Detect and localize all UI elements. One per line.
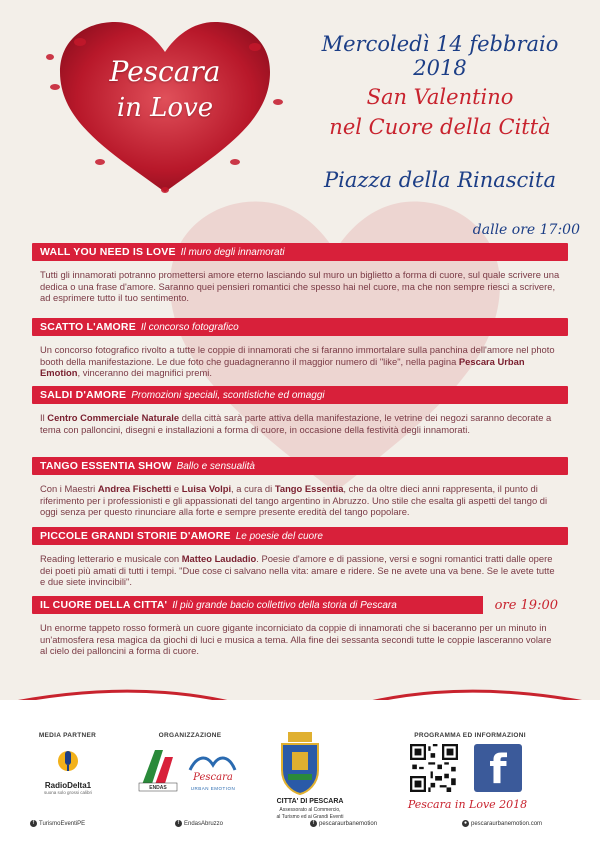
radio-mic-icon xyxy=(55,746,81,776)
section-title: PICCOLE GRANDI STORIE D'AMORE xyxy=(40,530,231,542)
event-date: Mercoledì 14 febbraio 2018 xyxy=(321,32,559,80)
city-description xyxy=(250,807,370,820)
section-subtitle: Ballo e sensualità xyxy=(176,460,255,472)
media-partner-label: MEDIA PARTNER xyxy=(38,732,97,739)
body-text: Un concorso fotografico rivolto a tutte le coppie di innamorati che si faranno immortalare sulla panchina dell'amore nel photo booth della manifestazione. Le due foto che guadagneranno il maggior numero di "like", nella pagina xyxy=(40,344,555,367)
body-text: della città sarà parte attiva della manifestazione, le vetrine dei negozi saranno decorate a tema con palloncini, disegni e installazioni a forma di cuore, in occasione della festività degli innamorati. xyxy=(40,412,552,435)
social-pescara-ue[interactable] xyxy=(310,820,377,827)
facebook-small-icon: f xyxy=(175,820,182,827)
program-section-bacio xyxy=(32,596,568,657)
qr-code[interactable] xyxy=(410,744,458,792)
section-header xyxy=(32,457,568,475)
pescara-ue-title: Pescara xyxy=(193,772,233,783)
pescara-in-love-2018: Pescara in Love 2018 xyxy=(407,798,528,811)
event-title-line-1: San Valentino xyxy=(366,85,514,109)
city-name: CITTA' DI PESCARA xyxy=(276,798,344,805)
body-highlight: Matteo Laudadio xyxy=(181,553,257,564)
section-title: SALDI D'AMORE xyxy=(40,389,127,401)
organizzazione-label: ORGANIZZAZIONE xyxy=(158,732,222,739)
programma-label: PROGRAMMA ED INFORMAZIONI xyxy=(414,732,526,739)
body-text: Reading letterario e musicale con xyxy=(40,553,182,564)
pescara-ue-subtitle: URBAN EMOTION xyxy=(190,786,236,791)
section-title: SCATTO L'AMORE xyxy=(40,321,136,333)
social-handle: TurismoEventiPE xyxy=(39,820,86,827)
city-crest-icon xyxy=(278,730,322,796)
event-location: Piazza della Rinascita xyxy=(324,168,556,192)
section-body: Tutti gli innamorati potranno promettersi amore eterno lasciando sul muro un biglietto a forma di cuore, sul quale scrivere una dedica o una frase d'amore. Saranno quei pensieri romantici che spesso hai nel cuore, ma che non sempre riesci a scrivere, ad esprimere tutto il tuo sentimento. xyxy=(40,269,560,304)
facebook-small-icon: f xyxy=(310,820,317,827)
section-header xyxy=(32,596,568,614)
section-body xyxy=(32,483,568,518)
body-text: Il xyxy=(40,412,48,423)
facebook-small-icon: f xyxy=(30,820,37,827)
section-title: WALL YOU NEED IS LOVE xyxy=(40,246,176,258)
social-handle: pescaraurbanemotion xyxy=(319,820,378,827)
section-header xyxy=(32,318,568,336)
body-highlight: Pescara Urban Emotion xyxy=(40,355,525,379)
program-section-poesie xyxy=(32,527,568,588)
section-title: IL CUORE DELLA CITTA' xyxy=(40,599,168,611)
body-highlight: Luisa Volpi xyxy=(181,483,232,494)
program-section-wall xyxy=(32,243,568,304)
logo-text xyxy=(85,55,245,125)
radio-tagline: suona solo grossi calibri xyxy=(43,790,93,795)
section-subtitle: Il concorso fotografico xyxy=(140,321,239,333)
section-body xyxy=(32,344,568,379)
logo-line-2: in Love xyxy=(116,93,214,123)
body-text: Con i Maestri xyxy=(40,483,98,494)
radio-name: RadioDelta1 xyxy=(44,781,92,790)
event-title xyxy=(300,82,580,142)
social-handle: EndasAbruzzo xyxy=(184,820,224,827)
logo-line-1: Pescara xyxy=(109,55,221,88)
section-body xyxy=(32,412,568,435)
body-text: , a cura di xyxy=(231,483,275,494)
city-desc-line-1: Assessorato al Commercio, xyxy=(279,807,341,813)
facebook-icon[interactable]: f xyxy=(474,744,522,792)
body-text: e xyxy=(171,483,182,494)
section-body xyxy=(32,553,568,588)
body-text: . Poesie d'amore e di passione, versi e sogni romantici tratti dalle opere dei poeti più amati di tutti i tempi. "Due cose ci salvano nella vita: amare e ridere. Se ne avete una va bene. Se le avete tutte e due siete invincibili". xyxy=(40,553,555,588)
body-highlight: Tango Essentia xyxy=(274,483,344,494)
section-header xyxy=(32,527,568,545)
section-title: TANGO ESSENTIA SHOW xyxy=(40,460,172,472)
section-time: ore 19:00 xyxy=(483,596,568,614)
social-endas[interactable] xyxy=(175,820,223,827)
section-subtitle: Il muro degli innamorati xyxy=(180,246,285,258)
social-turismo[interactable] xyxy=(30,820,85,827)
section-header xyxy=(32,386,568,404)
program-section-scatto xyxy=(32,318,568,379)
website-url: pescaraurbanemotion.com xyxy=(471,820,543,827)
program-section-tango xyxy=(32,457,568,518)
section-body: Un enorme tappeto rosso formerà un cuore gigante incorniciato da coppie di innamorati che si baceranno per un minuto in un'atmosfera resa magica da giochi di luci e musica a tema. Alla fine dei sessanta secondi tutte le coppie lasceranno volare al cielo dei palloncini a forma di cuore. xyxy=(40,622,552,657)
body-highlight: Andrea Fischetti xyxy=(97,483,172,494)
body-highlight: Centro Commerciale Naturale xyxy=(47,412,180,423)
section-subtitle: Promozioni speciali, scontistiche ed omaggi xyxy=(131,389,325,401)
endas-text: ENDAS xyxy=(149,785,167,791)
section-subtitle: Il più grande bacio collettivo della storia di Pescara xyxy=(172,599,397,611)
event-title-line-2: nel Cuore della Città xyxy=(329,115,551,139)
city-desc-line-2: al Turismo ed ai Grandi Eventi xyxy=(276,813,344,820)
social-website[interactable] xyxy=(462,820,542,827)
globe-icon: ● xyxy=(463,820,468,826)
section-header xyxy=(32,243,568,261)
radiodelta-logo xyxy=(38,746,98,795)
section-subtitle: Le poesie del cuore xyxy=(235,530,323,542)
body-text: , che da oltre dieci anni rappresenta, il punto di riferimento per i professionisti e gli appassionati del tango argentino in Abruzzo. Uno stile che esalta gli aspetti del tango di oggi senza per questo rinunciare alla forte e sempre presente eredità del tango popolare. xyxy=(40,483,548,518)
event-start-time: dalle ore 17:00 xyxy=(472,222,580,238)
program-section-saldi xyxy=(32,386,568,435)
body-text: , vinceranno dei magnifici premi. xyxy=(77,367,212,379)
